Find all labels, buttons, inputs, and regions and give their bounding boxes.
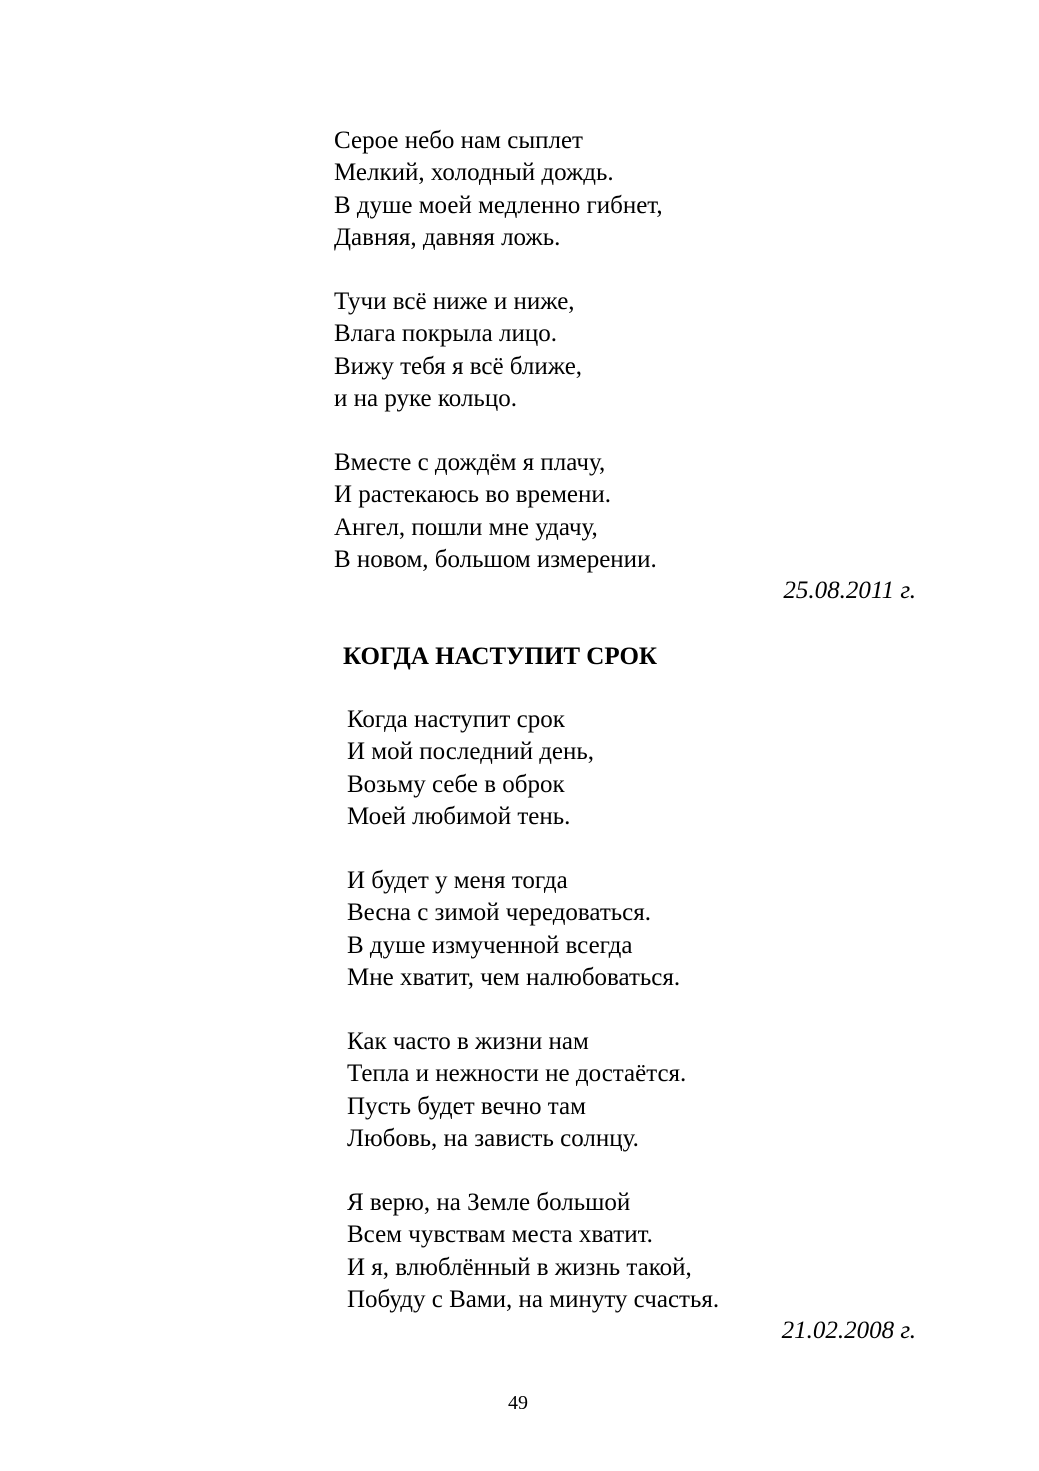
poem-line: В душе моей медленно гибнет, <box>334 191 663 219</box>
poem2-stanza-4 <box>347 1187 719 1316</box>
poem1-stanza-1 <box>334 125 663 254</box>
poem-line: И я, влюблённый в жизнь такой, <box>347 1253 692 1281</box>
poem-line: Вижу тебя я всё ближе, <box>334 352 583 380</box>
poem1-stanza-2 <box>334 286 582 415</box>
poem-line: Всем чувствам места хватит. <box>347 1221 653 1249</box>
poem2-stanza-2 <box>347 865 680 994</box>
poem-line: Серое небо нам сыплет <box>334 127 583 154</box>
poem-line: Давняя, давняя ложь. <box>334 223 561 251</box>
poem-line: Когда наступит срок <box>347 706 565 733</box>
poem-line: Как часто в жизни нам <box>347 1028 589 1055</box>
poem-line: Влага покрыла лицо. <box>334 320 557 348</box>
poem2-stanza-1 <box>347 704 594 833</box>
poem1-stanza-3 <box>334 447 657 576</box>
poem-line: Моей любимой тень. <box>347 802 571 830</box>
poem-line: Тучи всё ниже и ниже, <box>334 288 575 315</box>
page-number: 49 <box>508 1392 528 1414</box>
poem-line: Пусть будет вечно там <box>347 1092 586 1120</box>
poem-line: В душе измученной всегда <box>347 931 633 959</box>
poem-line: Мне хватит, чем налюбоваться. <box>347 963 681 991</box>
poem-line: В новом, большом измерении. <box>334 545 657 573</box>
poem-line: И мой последний день, <box>347 738 595 766</box>
poem-line: Любовь, на зависть солнцу. <box>347 1124 639 1152</box>
poem-line: Я верю, на Земле большой <box>347 1189 631 1216</box>
poem-line: Возьму себе в оброк <box>347 770 565 798</box>
poem-line: Мелкий, холодный дождь. <box>334 159 614 187</box>
poem-line: Вместе с дождём я плачу, <box>334 449 606 476</box>
poem-line: И будет у меня тогда <box>347 867 568 894</box>
poem-line: И растекаюсь во времени. <box>334 481 612 509</box>
poem2-title: КОГДА НАСТУПИТ СРОК <box>343 643 658 670</box>
poem-line: Весна с зимой чередоваться. <box>347 899 652 927</box>
poem-line: Побуду с Вами, на минуту счастья. <box>347 1285 720 1313</box>
poem2-date: 21.02.2008 г. <box>781 1317 916 1344</box>
poem1-date: 25.08.2011 г. <box>783 577 916 604</box>
poem-line: Ангел, пошли мне удачу, <box>334 513 598 541</box>
poem2-stanza-3 <box>347 1026 686 1155</box>
poem-line: и на руке кольцо. <box>334 384 517 412</box>
poem-line: Тепла и нежности не достаётся. <box>347 1060 687 1088</box>
